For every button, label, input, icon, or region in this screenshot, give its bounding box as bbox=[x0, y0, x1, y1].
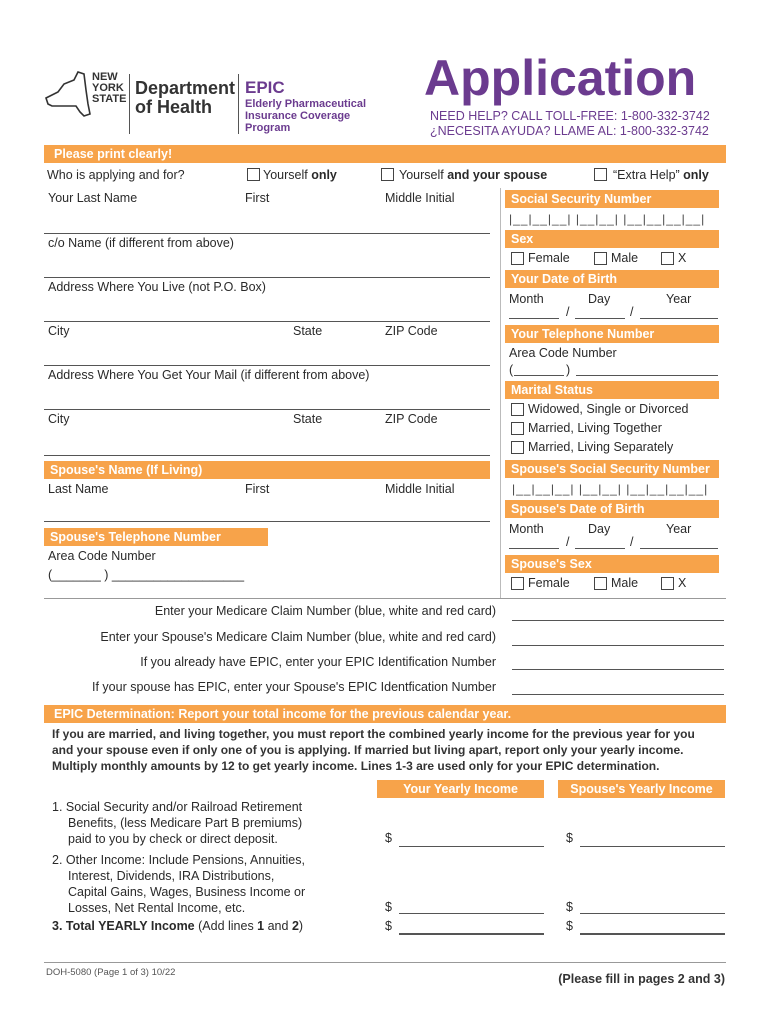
medicare-label: Enter your Medicare Claim Number (blue, white and red card) bbox=[154, 604, 496, 618]
yourself-only-checkbox[interactable] bbox=[247, 168, 260, 181]
dob-day-field[interactable] bbox=[575, 318, 625, 319]
co-name-field[interactable] bbox=[44, 277, 490, 278]
line-2-spouse-dollar: $ bbox=[566, 900, 573, 914]
mail-address-field[interactable] bbox=[44, 409, 490, 410]
dob-day-label: Day bbox=[588, 292, 611, 306]
spouse-middle-initial-label: Middle Initial bbox=[385, 482, 455, 496]
line-3-spouse-dollar: $ bbox=[566, 919, 573, 933]
spouse-x-checkbox[interactable] bbox=[661, 577, 674, 590]
epic-id-field[interactable] bbox=[512, 669, 724, 670]
spouse-area-code-label: Area Code Number bbox=[48, 549, 156, 563]
line-2-your-income-field[interactable] bbox=[399, 913, 544, 914]
ssn-header: Social Security Number bbox=[505, 190, 719, 208]
telephone-field[interactable] bbox=[576, 375, 718, 376]
spouse-telephone-header: Spouse's Telephone Number bbox=[44, 528, 268, 546]
area-code-field[interactable] bbox=[514, 375, 564, 376]
area-code-label: Area Code Number bbox=[509, 346, 617, 360]
dob-year-label: Year bbox=[666, 292, 692, 306]
determination-instructions: If you are married, and living together, you must report the combined yearly income for the previous year for you and your spouse even if only one of you is applying. If married but living apart, report only your yearly income. Multiply monthly amounts by 12 to get yearly income. Lines 1-3 are used only for your EPIC determination. bbox=[52, 727, 695, 773]
line-3-dollar: $ bbox=[385, 919, 392, 933]
address-field[interactable] bbox=[44, 321, 490, 322]
city-label: City bbox=[48, 324, 70, 338]
co-name-label: c/o Name (if different from above) bbox=[48, 236, 234, 250]
married-separately-label: Married, Living Separately bbox=[528, 440, 674, 454]
spouse-last-name-label: Last Name bbox=[48, 482, 109, 496]
spouse-epic-id-field[interactable] bbox=[512, 694, 724, 695]
spouse-dob-day-label: Day bbox=[588, 522, 611, 536]
spouse-x-label: X bbox=[678, 576, 687, 590]
spouse-epic-id-label: If your spouse has EPIC, enter your Spouse's EPIC Identfication Number bbox=[92, 680, 496, 694]
line-3-spouse-income-field[interactable] bbox=[580, 933, 725, 935]
telephone-header: Your Telephone Number bbox=[505, 325, 719, 343]
determination-header: EPIC Determination: Report your total income for the previous calendar year. bbox=[44, 705, 726, 723]
ssn-field[interactable]: |__|__|__| |__|__| |__|__|__|__| bbox=[509, 212, 706, 226]
marital-status-header: Marital Status bbox=[505, 381, 719, 399]
who-applying-label: Who is applying and for? bbox=[47, 168, 185, 182]
widowed-single-divorced-checkbox[interactable] bbox=[511, 403, 524, 416]
spouse-medicare-field[interactable] bbox=[512, 645, 724, 646]
mail-address-label: Address Where You Get Your Mail (if different from above) bbox=[48, 368, 370, 382]
married-together-label: Married, Living Together bbox=[528, 421, 662, 435]
epic-logo: EPIC bbox=[245, 78, 285, 97]
help-spanish: ¿NECESITA AYUDA? LLAME AL: 1-800-332-3742 bbox=[430, 124, 709, 138]
line-1-spouse-dollar: $ bbox=[566, 831, 573, 845]
line-3-your-income-field[interactable] bbox=[399, 933, 544, 935]
dob-month-field[interactable] bbox=[509, 318, 559, 319]
line-1-your-income-field[interactable] bbox=[399, 846, 544, 847]
spouse-medicare-label: Enter your Spouse's Medicare Claim Number (blue, white and red card) bbox=[100, 630, 496, 644]
yourself-and-spouse-checkbox[interactable] bbox=[381, 168, 394, 181]
dob-year-field[interactable] bbox=[640, 318, 718, 319]
spouse-female-label: Female bbox=[528, 576, 570, 590]
spouse-dob-month-field[interactable] bbox=[509, 548, 559, 549]
spouse-dob-month-label: Month bbox=[509, 522, 544, 536]
spouse-sex-header: Spouse's Sex bbox=[505, 555, 719, 573]
sex-header: Sex bbox=[505, 230, 719, 248]
form-code: DOH-5080 (Page 1 of 3) 10/22 bbox=[46, 967, 176, 978]
fill-pages-note: (Please fill in pages 2 and 3) bbox=[558, 972, 725, 986]
spouse-name-field[interactable] bbox=[44, 521, 490, 522]
male-checkbox[interactable] bbox=[594, 252, 607, 265]
married-separately-checkbox[interactable] bbox=[511, 441, 524, 454]
x-checkbox[interactable] bbox=[661, 252, 674, 265]
spouse-female-checkbox[interactable] bbox=[511, 577, 524, 590]
extra-help-only-checkbox[interactable] bbox=[594, 168, 607, 181]
spouse-male-checkbox[interactable] bbox=[594, 577, 607, 590]
first-name-label: First bbox=[245, 191, 270, 205]
epic-subtitle: Elderly Pharmaceutical Insurance Coverage Program bbox=[245, 98, 367, 134]
widowed-single-divorced-label: Widowed, Single or Divorced bbox=[528, 402, 689, 416]
line-2-dollar: $ bbox=[385, 900, 392, 914]
spouse-first-name-label: First bbox=[245, 482, 270, 496]
spouse-male-label: Male bbox=[611, 576, 639, 590]
spouse-dob-year-label: Year bbox=[666, 522, 692, 536]
city-state-zip-field[interactable] bbox=[44, 365, 490, 366]
mail-state-label: State bbox=[293, 412, 323, 426]
print-clearly-banner: Please print clearly! bbox=[44, 145, 726, 163]
extra-help-only-label: “Extra Help” only bbox=[613, 168, 709, 182]
spouse-dob-year-field[interactable] bbox=[640, 548, 718, 549]
zip-label: ZIP Code bbox=[385, 324, 438, 338]
spouse-dob-header: Spouse's Date of Birth bbox=[505, 500, 719, 518]
page-title: Application bbox=[424, 50, 697, 106]
yourself-only-label: Yourself only bbox=[263, 168, 337, 182]
state-logo-text: NEW YORK STATE bbox=[92, 71, 127, 105]
line-1-dollar: $ bbox=[385, 831, 392, 845]
line-2-label: 2. Other Income: Include Pensions, Annuities, Interest, Dividends, IRA Distributions, Capital Gains, Wages, Business Income or Losses, Net Rental Income, etc. bbox=[52, 853, 306, 915]
female-label: Female bbox=[528, 251, 570, 265]
your-yearly-income-header: Your Yearly Income bbox=[377, 780, 544, 798]
address-label: Address Where You Live (not P.O. Box) bbox=[48, 280, 266, 294]
dob-header: Your Date of Birth bbox=[505, 270, 719, 288]
new-york-state-map-icon bbox=[44, 70, 94, 122]
help-english: NEED HELP? CALL TOLL-FREE: 1-800-332-3742 bbox=[430, 109, 710, 123]
line-1-label: 1. Social Security and/or Railroad Retirement Benefits, (less Medicare Part B premiums) paid to you by check or direct deposit. bbox=[52, 800, 303, 846]
line-2-spouse-income-field[interactable] bbox=[580, 913, 725, 914]
yourself-and-spouse-label: Yourself and your spouse bbox=[399, 168, 548, 182]
line-1-spouse-income-field[interactable] bbox=[580, 846, 725, 847]
epic-id-label: If you already have EPIC, enter your EPIC Identification Number bbox=[140, 655, 496, 669]
female-checkbox[interactable] bbox=[511, 252, 524, 265]
married-together-checkbox[interactable] bbox=[511, 422, 524, 435]
middle-initial-label: Middle Initial bbox=[385, 191, 455, 205]
mail-city-state-zip-field[interactable] bbox=[44, 455, 490, 456]
mail-zip-label: ZIP Code bbox=[385, 412, 438, 426]
male-label: Male bbox=[611, 251, 639, 265]
spouse-ssn-field[interactable]: |__|__|__| |__|__| |__|__|__|__| bbox=[512, 482, 709, 496]
medicare-field[interactable] bbox=[512, 620, 724, 621]
x-label: X bbox=[678, 251, 687, 265]
name-field[interactable] bbox=[44, 233, 490, 234]
spouse-yearly-income-header: Spouse's Yearly Income bbox=[558, 780, 725, 798]
department-of-health-logo: Department of Health bbox=[135, 78, 236, 117]
spouse-ssn-header: Spouse's Social Security Number bbox=[505, 460, 719, 478]
spouse-dob-day-field[interactable] bbox=[575, 548, 625, 549]
spouse-name-header: Spouse's Name (If Living) bbox=[44, 461, 490, 479]
dob-month-label: Month bbox=[509, 292, 544, 306]
mail-city-label: City bbox=[48, 412, 70, 426]
last-name-label: Your Last Name bbox=[48, 191, 138, 205]
spouse-phone-field[interactable]: (_______ ) ___________________ bbox=[48, 568, 245, 582]
state-label: State bbox=[293, 324, 323, 338]
line-3-label: 3. Total YEARLY Income (Add lines 1 and 2) bbox=[52, 919, 304, 933]
